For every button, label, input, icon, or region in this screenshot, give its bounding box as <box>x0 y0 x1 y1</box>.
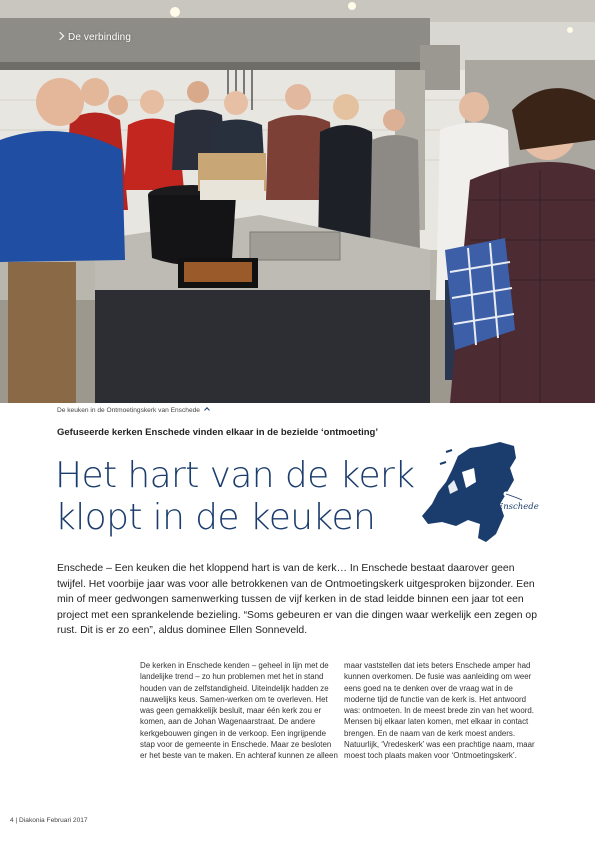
map-label: Enschede <box>497 502 539 512</box>
headline-line-2: klopt in de keuken <box>55 497 376 538</box>
article-kicker: Gefuseerde kerken Enschede vinden elkaar in de bezielde ‘ontmoeting’ <box>57 427 378 438</box>
publication-name: | Diakonia Februari 2017 <box>15 817 88 824</box>
body-column-2: maar vaststellen dat iets beters Enschede amper had kunnen overkomen. De fusie was aanleiding om weer eens goed na te denken over de vraag wat in de moderne tijd de functie van de kerk is. Het antwoord was: ontmoeten. In de meest brede zin van het woord. Mensen bij elkaar laten komen, met elkaar in contact brengen. En de naam van de kerk moest anders. Natuurlijk, ‘Vredeskerk’ was een prachtige naam, maar moest toch plaats maken voor ‘Ontmoetingskerk’. <box>344 661 535 760</box>
page-number: 4 <box>10 817 14 824</box>
article-headline <box>55 455 435 539</box>
photo-caption-text: De keuken in de Ontmoetingskerk van Enschede <box>57 407 200 414</box>
kitchen-photo <box>0 0 595 403</box>
headline-line-1: Het hart van de kerk <box>55 455 415 496</box>
article-intro: Enschede – Een keuken die het kloppend hart is van de kerk… In Enschede bestaat daarover geen twijfel. Het voorbije jaar was voor alle betrokkenen van de Ontmoetingskerk uitgesproken bijzonder. Een min of meer gedwongen samenwerking tussen de vijf kerken in de stad leidde binnen een jaar tot een project met een sprankelende bezieling. “Soms gebeuren er van die dingen waar werkelijk een zegen op rust. Dit is er zo een”, aldus dominee Ellen Sonneveld. <box>57 563 537 637</box>
kitchen-photo-illustration <box>0 0 595 403</box>
photo-caption <box>57 407 209 414</box>
chevron-right-icon <box>56 32 64 40</box>
section-tag <box>57 32 131 43</box>
chevron-up-icon <box>204 407 210 413</box>
netherlands-map-icon <box>418 438 548 548</box>
body-column-1: De kerken in Enschede kenden – geheel in lijn met de landelijke trend – zo hun problemen met het in stand houden van de zelfstandigheid. Uiteindelijk hadden ze nauwelijks keus. Samen-werken om te overleven. Het was geen gemakkelijk besluit, maar één kerk zou er komen, aan de Johan Wagenaarstraat. De andere kerkgebouwen gingen in de verkoop. Een ingrijpende stap voor de gemeente in Enschede. Maar ze besloten er het beste van te maken. En achteraf kunnen ze alleen <box>140 661 338 760</box>
page-footer <box>10 817 88 824</box>
section-tag-label: De verbinding <box>68 32 132 43</box>
